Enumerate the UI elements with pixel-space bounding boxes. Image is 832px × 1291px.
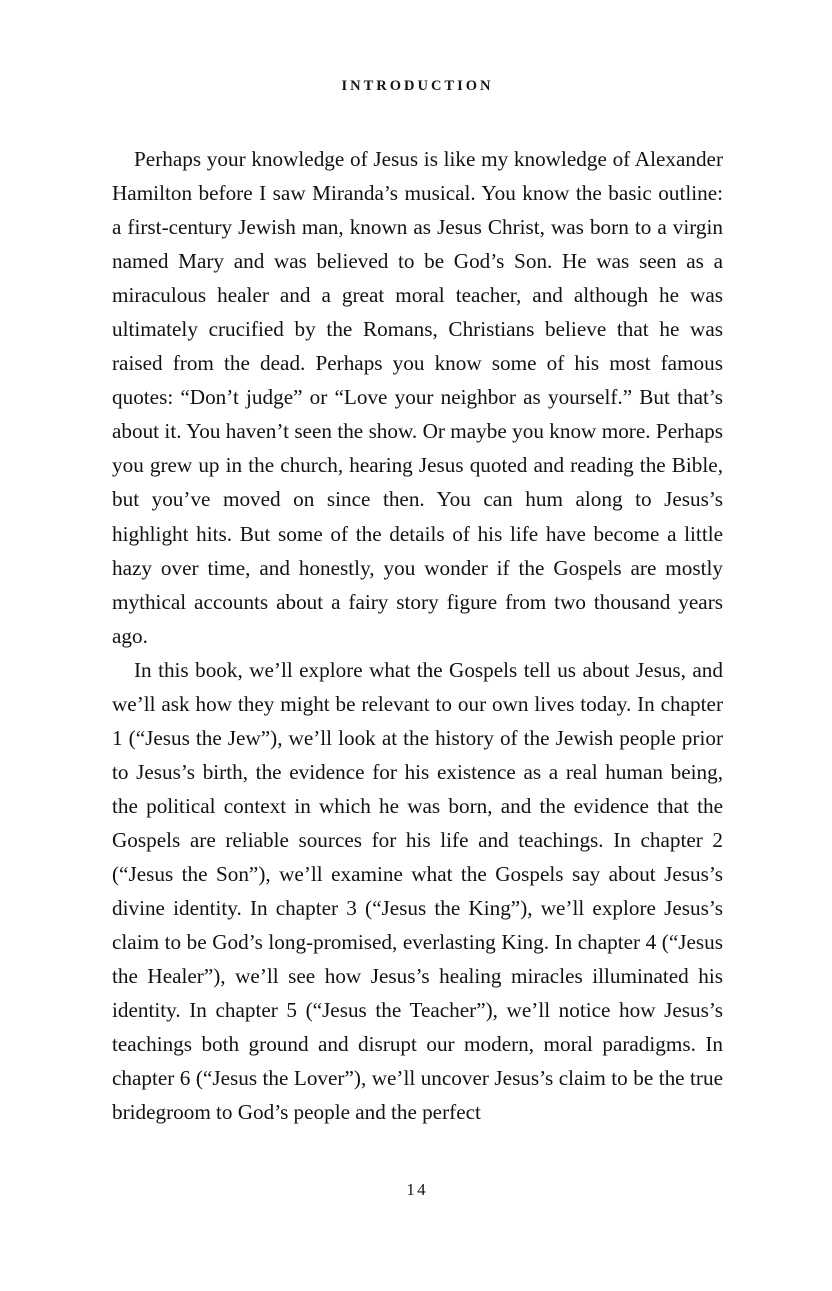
page-number: 14 — [406, 1180, 428, 1199]
running-head: INTRODUCTION — [341, 78, 494, 94]
body-paragraph: Perhaps your knowledge of Jesus is like my knowledge of Alexander Hamilton before I saw Miranda’s musical. You know the basic outline: a first-century Jewish man, known as Jesus Christ, was born to a virgin named Mary and was believed to be God’s Son. He was seen as a miraculous healer and a great moral teacher, and although he was ultimately crucified by the Romans, Christians believe that he was raised from the dead. Perhaps you know some of his most famous quotes: “Don’t judge” or “Love your neighbor as yourself.” But that’s about it. You haven’t seen the show. Or maybe you know more. Perhaps you grew up in the church, hearing Jesus quoted and reading the Bible, but you’ve moved on since then. You can hum along to Jesus’s highlight hits. But some of the details of his life have become a little hazy over time, and honestly, you wonder if the Gospels are mostly mythical accounts about a fairy story figure from two thousand years ago. — [112, 147, 723, 648]
body-paragraph: In this book, we’ll explore what the Gospels tell us about Jesus, and we’ll ask how they might be relevant to our own lives today. In chapter 1 (“Jesus the Jew”), we’ll look at the history of the Jewish people prior to Jesus’s birth, the evidence for his existence as a real human being, the political context in which he was born, and the evidence that the Gospels are reliable sources for his life and teachings. In chapter 2 (“Jesus the Son”), we’ll examine what the Gospels say about Jesus’s divine identity. In chapter 3 (“Jesus the King”), we’ll explore Jesus’s claim to be God’s long-promised, everlasting King. In chapter 4 (“Jesus the Healer”), we’ll see how Jesus’s healing miracles illuminated his identity. In chapter 5 (“Jesus the Teacher”), we’ll notice how Jesus’s teachings both ground and disrupt our modern, moral paradigms. In chapter 6 (“Jesus the Lover”), we’ll uncover Jesus’s claim to be the true bridegroom to God’s people and the perfect — [112, 657, 723, 1125]
body-text-block — [112, 142, 723, 1129]
